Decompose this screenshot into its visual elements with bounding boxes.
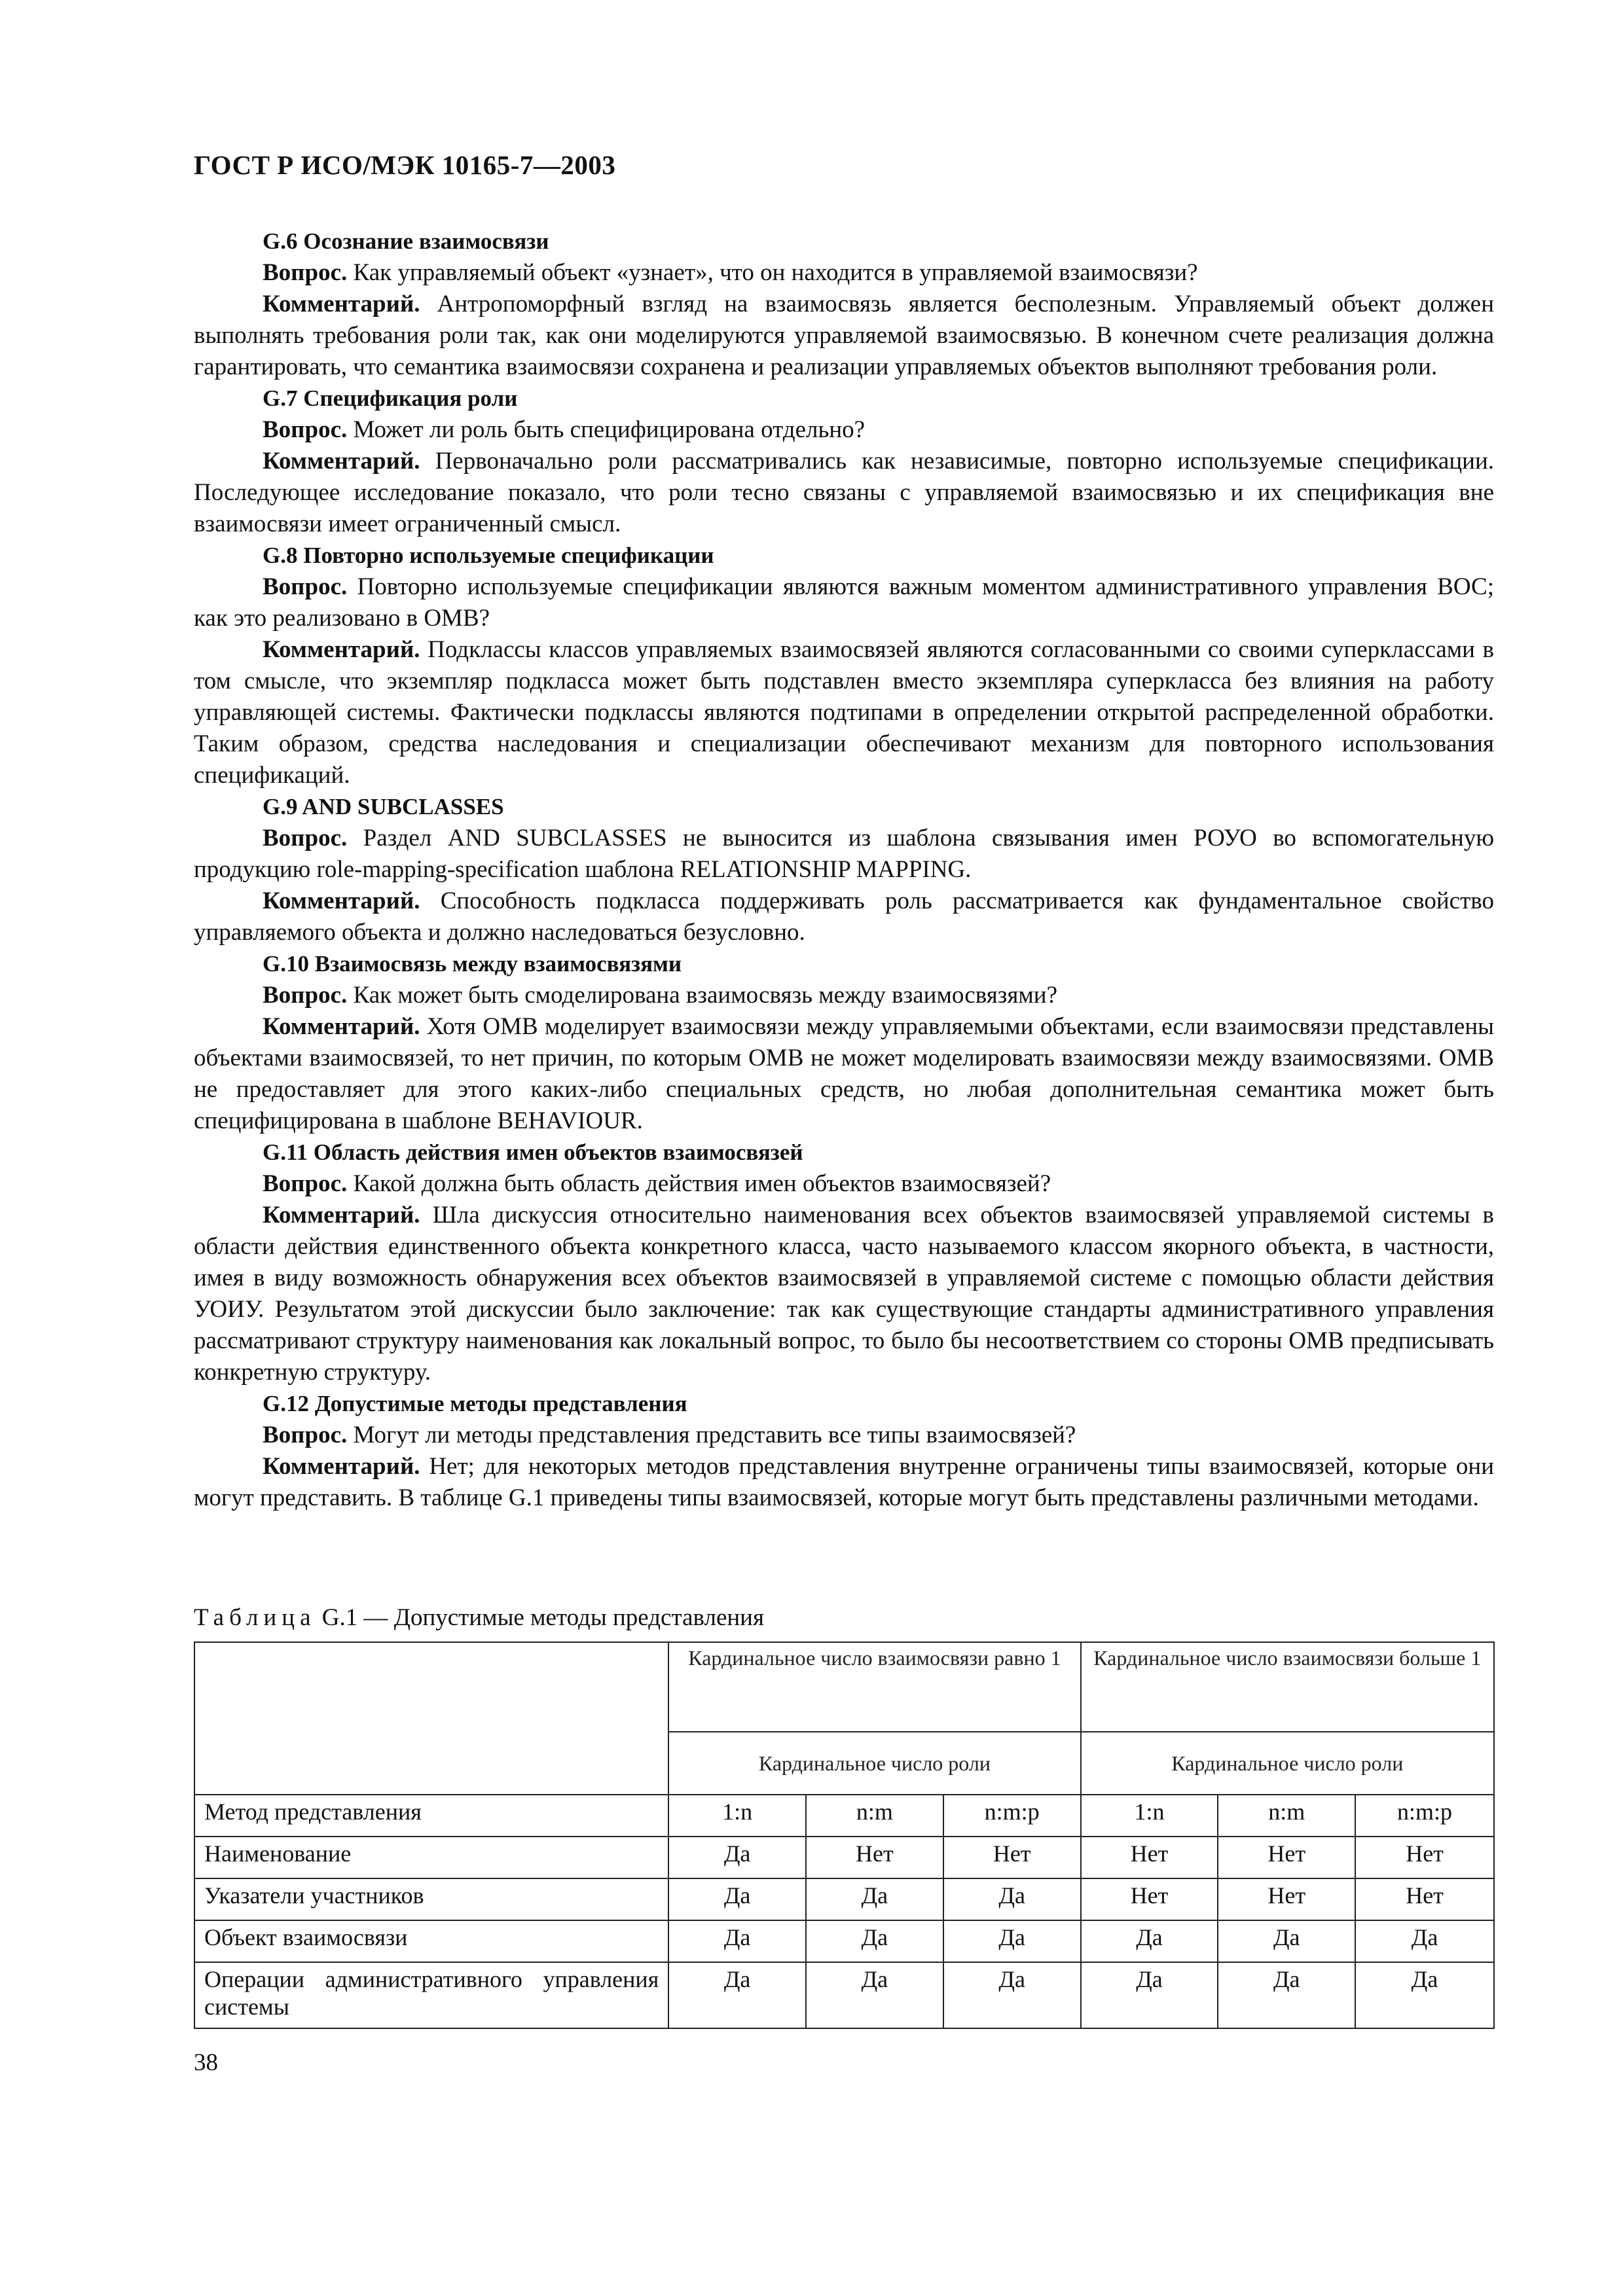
column-group-header: Кардинальное число взаимосвязи больше 1 [1081,1642,1494,1732]
table-cell: Да [1081,1920,1218,1962]
table-cell: Да [806,1878,943,1920]
question-paragraph [194,414,1494,446]
comment-text: Нет; для некоторых методов представления внутренне ограничены типы взаимосвязей, которые они могут представить. В таблице G.1 приведены типы взаимосвязей, которые могут быть представлены различными методами. [194,1453,1494,1511]
question-label: Вопрос. [263,982,348,1009]
page-header: ГОСТ Р ИСО/МЭК 10165-7—2003 [194,150,616,180]
question-paragraph [194,1420,1494,1451]
comment-paragraph [194,886,1494,948]
table-caption [194,1604,764,1632]
comment-text: Хотя ОМВ моделирует взаимосвязи между управляемыми объектами, если взаимосвязи представлены объектами взаимосвязей, то нет причин, по которым ОМВ не может моделировать взаимосвязи между взаимосвязями. ОМВ не предоставляет для этого каких-либо специальных средств, но любая дополнительная семантика может быть специфицирована в шаблоне BEHAVIOUR. [194,1013,1494,1134]
table-cell: Да [1218,1962,1355,2028]
table-row [194,1962,1494,2028]
table-cell: Да [1355,1962,1494,2028]
section-title: G.8 Повторно используемые спецификации [263,543,714,568]
table-cell: Да [943,1920,1081,1962]
column-group-header: Кардинальное число взаимосвязи равно 1 [668,1642,1080,1732]
comment-paragraph [194,1451,1494,1514]
comment-label: Комментарий. [263,636,420,663]
comment-text: Антропоморфный взгляд на взаимосвязь является бесполезным. Управляемый объект должен выполнять требования роли так, как они моделируются управляемой взаимосвязью. В конечном счете реализация должна гарантировать, что семантика взаимосвязи сохранена и реализации управляемых объектов выполняют требования роли. [194,291,1494,380]
comment-text: Шла дискуссия относительно наименования всех объектов взаимосвязей управляемой системы в области действия единственного объекта конкретного класса, часто называемого классом якорного объекта, в частности, имея в виду возможность обнаружения всех объектов взаимосвязей в управляемой системе с помощью области действия УОИУ. Результатом этой дискуссии было заключение: так как существующие стандарты административного управления рассматривают структуру наименования как локальный вопрос, то было бы несоответствием со стороны ОМВ предписывать конкретную структуру. [194,1202,1495,1386]
comment-paragraph [194,289,1494,383]
section-title: G.12 Допустимые методы представления [263,1391,687,1416]
column-header: 1:n [1081,1795,1218,1837]
row-header-cell: Метод представления [194,1795,668,1837]
column-header: 1:n [668,1795,806,1837]
question-label: Вопрос. [263,573,348,600]
question-text: Могут ли методы представления представить все типы взаимосвязей? [353,1422,1076,1448]
comment-label: Комментарий. [263,1202,420,1229]
table-cell: Да [668,1962,806,2028]
table-cell: Нет [1081,1878,1218,1920]
table-cell: Нет [806,1837,943,1878]
table-cell: Да [1355,1920,1494,1962]
table-cell: Да [806,1920,943,1962]
column-header: n:m:p [1355,1795,1494,1837]
table-corner-cell [194,1642,668,1795]
table-row [194,1837,1494,1878]
table-row [194,1920,1494,1962]
section-title: G.11 Область действия имен объектов взаимосвязей [263,1139,803,1165]
table-caption-prefix: Таблица [194,1604,316,1631]
question-label: Вопрос. [263,825,348,852]
question-label: Вопрос. [263,416,348,443]
table-cell: Нет [1355,1837,1494,1878]
column-header: n:m [806,1795,943,1837]
comment-paragraph [194,446,1494,540]
row-name-cell: Наименование [194,1837,668,1878]
column-subgroup-header: Кардинальное число роли [668,1732,1080,1795]
question-text: Раздел AND SUBCLASSES не выносится из шаблона связывания имен РОУО во вспомогательную продукцию role-mapping-specification шаблона RELATIONSHIP MAPPING. [194,825,1494,883]
question-paragraph [194,257,1494,289]
row-name-cell: Указатели участников [194,1878,668,1920]
question-text: Может ли роль быть специфицирована отдельно? [353,416,866,443]
section-title: G.6 Осознание взаимосвязи [263,228,549,254]
question-text: Какой должна быть область действия имен объектов взаимосвязей? [353,1170,1051,1197]
comment-paragraph [194,634,1494,791]
comment-label: Комментарий. [263,291,420,317]
table-cell: Да [668,1837,806,1878]
table-cell: Нет [1081,1837,1218,1878]
column-subgroup-header: Кардинальное число роли [1081,1732,1494,1795]
table-cell: Да [668,1878,806,1920]
table-cell: Да [1081,1962,1218,2028]
question-paragraph [194,980,1494,1011]
table-column-header-row [194,1795,1494,1837]
comment-text: Первоначально роли рассматривались как независимые, повторно используемые спецификации. Последующее исследование показало, что роли тесно связаны с управляемой взаимосвязью и их спецификация вне взаимосвязи имеет ограниченный смысл. [194,448,1494,537]
methods-table [194,1641,1495,2029]
column-header: n:m:p [943,1795,1081,1837]
table-cell: Нет [1355,1878,1494,1920]
section-title: G.10 Взаимосвязь между взаимосвязями [263,951,682,977]
page-number: 38 [194,2049,218,2076]
question-paragraph [194,1168,1494,1200]
comment-text: Способность подкласса поддерживать роль рассматривается как фундаментальное свойство управляемого объекта и должно наследоваться безусловно. [194,888,1494,946]
section-title: G.9 AND SUBCLASSES [263,794,504,819]
question-label: Вопрос. [263,259,348,286]
table-cell: Нет [943,1837,1081,1878]
comment-paragraph [194,1011,1494,1137]
question-text: Как может быть смоделирована взаимосвязь между взаимосвязями? [353,982,1058,1009]
question-text: Повторно используемые спецификации являются важным моментом административного управления ВОС; как это реализовано в ОМВ? [194,573,1494,632]
section-title: G.7 Спецификация роли [263,386,518,411]
table-cell: Да [943,1878,1081,1920]
table-cell: Да [806,1962,943,2028]
table-cell: Да [1218,1920,1355,1962]
question-label: Вопрос. [263,1422,348,1448]
table-cell: Нет [1218,1878,1355,1920]
main-content [194,226,1494,1514]
column-header: n:m [1218,1795,1355,1837]
question-paragraph [194,571,1494,634]
question-text: Как управляемый объект «узнает», что он находится в управляемой взаимосвязи? [353,259,1198,286]
comment-label: Комментарий. [263,1013,420,1040]
comment-label: Комментарий. [263,888,420,914]
row-name-cell: Объект взаимосвязи [194,1920,668,1962]
comment-label: Комментарий. [263,448,420,475]
comment-paragraph [194,1200,1494,1388]
table-caption-text: G.1 — Допустимые методы представления [316,1604,764,1631]
row-name-cell: Операции административного управления системы [194,1962,668,2028]
question-label: Вопрос. [263,1170,348,1197]
question-paragraph [194,823,1494,886]
table-row [194,1878,1494,1920]
table-cell: Да [668,1920,806,1962]
table-cell: Да [943,1962,1081,2028]
table-header-row [194,1642,1494,1732]
table-cell: Нет [1218,1837,1355,1878]
comment-text: Подклассы классов управляемых взаимосвязей являются согласованными со своими суперклассами в том смысле, что экземпляр подкласса может быть подставлен вместо экземпляра суперкласса без влияния на работу управляющей системы. Фактически подклассы являются подтипами в определении открытой распределенной обработки. Таким образом, средства наследования и специализации обеспечивают механизм для повторного использования спецификаций. [194,636,1495,789]
comment-label: Комментарий. [263,1453,420,1480]
